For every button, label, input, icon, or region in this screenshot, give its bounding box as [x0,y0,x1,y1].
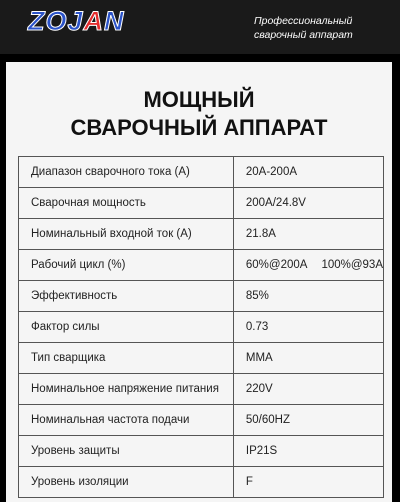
table-row [19,374,384,405]
spec-value-secondary: 100%@93A [321,259,383,271]
spec-value: 21.8A [233,219,383,250]
spec-label: Номинальное напряжение питания [19,374,234,405]
spec-label: Номинальная частота подачи [19,405,234,436]
spec-value: 20А-200А [233,157,383,188]
spec-label: Номинальный входной ток (А) [19,219,234,250]
spec-value: 200A/24.8V [233,188,383,219]
spec-value: 50/60HZ [233,405,383,436]
tagline-line-1: Профессиональный [254,15,353,27]
spec-value: 0.73 [233,312,383,343]
tagline [254,14,374,42]
table-row [19,467,384,498]
spec-value-primary: 60%@200A [245,259,308,271]
table-row [19,312,384,343]
table-row [19,343,384,374]
header-bar [0,0,400,54]
spec-value: 220V [233,374,383,405]
spec-value: F [233,467,383,498]
spec-label: Уровень изоляции [19,467,234,498]
spec-value: IP21S [233,436,383,467]
spec-value [233,250,383,281]
table-row [19,219,384,250]
spec-label: Тип сварщика [19,343,234,374]
table-row [19,281,384,312]
content-panel [6,62,392,502]
table-row [19,157,384,188]
table-row [19,188,384,219]
spec-label: Сварочная мощность [19,188,234,219]
table-row [19,436,384,467]
title-line-1: МОЩНЫЙ [143,87,255,112]
spec-label: Диапазон сварочного тока (А) [19,157,234,188]
brand-logo: ZOJAN [28,6,125,36]
spec-value: 85% [233,281,383,312]
title-line-2: СВАРОЧНЫЙ АППАРАТ [70,115,328,140]
spec-label: Эффективность [19,281,234,312]
page-title [6,86,392,142]
table-row [19,250,384,281]
spec-label: Фактор силы [19,312,234,343]
tagline-line-2: сварочный аппарат [254,29,353,41]
table-row [19,405,384,436]
spec-table [18,156,384,498]
spec-label: Уровень защиты [19,436,234,467]
spec-value: MMA [233,343,383,374]
spec-label: Рабочий цикл (%) [19,250,234,281]
